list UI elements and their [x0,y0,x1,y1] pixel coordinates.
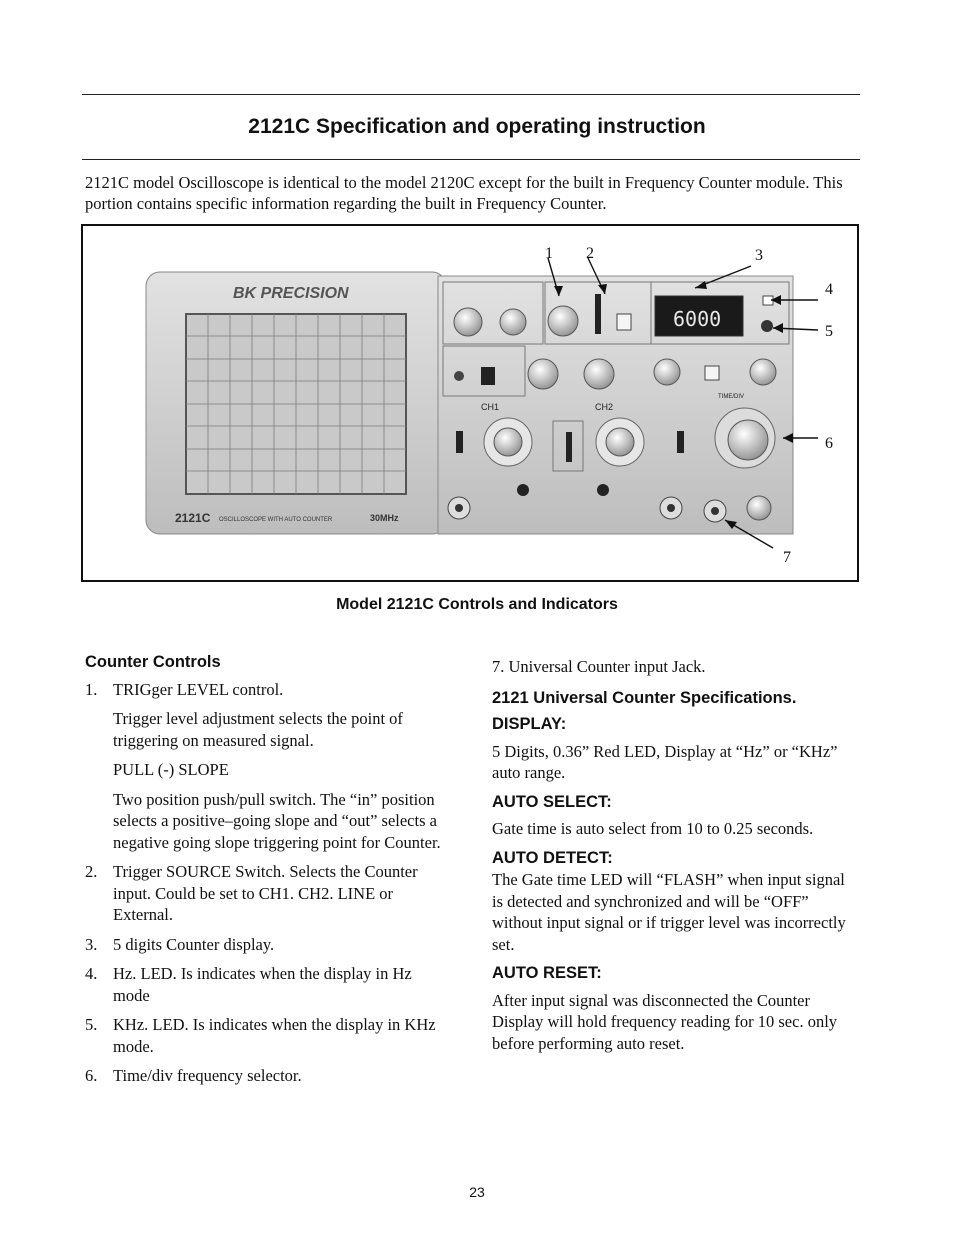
timediv-label: TIME/DIV [718,394,745,400]
auto-reset-text: After input signal was disconnected the Counter Display will hold frequency reading for 10 sec. only before performing auto reset. [492,990,838,1053]
trigger-button [617,314,631,330]
trigger-level-knob [548,306,578,336]
auto-select-heading: AUTO SELECT: [492,792,612,811]
counter-readout: 6000 [673,307,722,331]
display-text: 5 Digits, 0.36” Red LED, Display at “Hz” or “KHz” auto range. [492,741,838,782]
ext-button [705,366,719,380]
h-position-knob [750,359,776,385]
brand-logo: BK PRECISION [233,285,349,302]
callout-7: 7 [783,549,791,566]
intro-paragraph: 2121C model Oscilloscope is identical to the model 2120C except for the built in Frequency Counter module. This portion contains specific information regarding the built in Frequency Counter. [85,173,843,213]
intensity-knob [454,308,482,336]
figure-caption: Model 2121C Controls and Indicators [336,596,618,613]
ch1-switch [456,431,463,453]
bandwidth-label: 30MHz [370,513,399,523]
callout-1: 1 [545,245,553,262]
title-rule [82,159,860,160]
list-item: 6. Time/div frequency selector. [85,1066,302,1085]
ch2-position-knob [584,359,614,389]
spec-heading: 2121 Universal Counter Specifications. [492,688,797,707]
auto-select-text: Gate time is auto select from 10 to 0.25 seconds. [492,819,814,838]
list-item: 3. 5 digits Counter display. [85,934,275,954]
oscilloscope-image [83,226,857,580]
model-description: OSCILLOSCOPE WITH AUTO COUNTER [219,517,333,523]
vert-mode-switch [566,432,572,462]
list-item: 2. Trigger SOURCE Switch. Selects the Counter input. Could be set to CH1. CH2. LINE or External. [85,862,418,924]
counter-controls-heading: Counter Controls [85,653,221,671]
ch1-position-knob [528,359,558,389]
auto-reset-heading: AUTO RESET: [492,964,602,982]
ch2-switch [677,431,684,453]
source-switch [595,294,601,334]
ch1-label: CH1 [481,402,500,412]
callout-5: 5 [825,323,833,340]
list-item: 5. KHz. LED. Is indicates when the display in KHz mode. [85,1015,436,1056]
power-led [454,371,464,381]
ch2-volts-div-inner [606,428,634,456]
list-subtext: Trigger level adjustment selects the point of triggering on measured signal. [113,709,403,750]
holdoff-knob [654,359,680,385]
cal-terminal [597,484,609,496]
ground-terminal [517,484,529,496]
list-item: 4. Hz. LED. Is indicates when the display in Hz mode [85,964,412,1005]
list-item: 1. TRIGger LEVEL control. [85,679,284,699]
power-switch [481,367,495,385]
list-subtext: Two position push/pull switch. The “in” position selects a positive–going slope and “out” selects a negative going slope triggering point for Counter. [113,789,441,852]
callout-2: 2 [586,245,594,262]
ch1-volts-div-inner [494,428,522,456]
page-number: 23 [469,1184,485,1200]
model-badge: 2121C [175,511,211,525]
figure-box [81,224,859,582]
callout-3: 3 [755,247,763,264]
focus-knob [500,309,526,335]
var-sweep-knob [747,496,771,520]
callout-4: 4 [825,281,833,298]
auto-detect-heading: AUTO DETECT: [492,848,613,867]
khz-led [761,320,773,332]
display-heading: DISPLAY: [492,715,567,733]
ch2-label: CH2 [595,402,614,412]
page-title: 2121C Specification and operating instruction [248,115,706,138]
top-rule [82,94,860,95]
list-item-7: 7. Universal Counter input Jack. [492,657,706,676]
list-subtext: PULL (-) SLOPE [113,760,229,779]
counter-controls-column [85,652,445,1095]
specifications-column [492,656,847,1054]
time-div-knob [728,420,768,460]
callout-6: 6 [825,435,833,452]
auto-detect-text: The Gate time LED will “FLASH” when input signal is detected and synchronized and will be “OFF” without input signal or if trigger level was incorrectly set. [492,870,846,954]
